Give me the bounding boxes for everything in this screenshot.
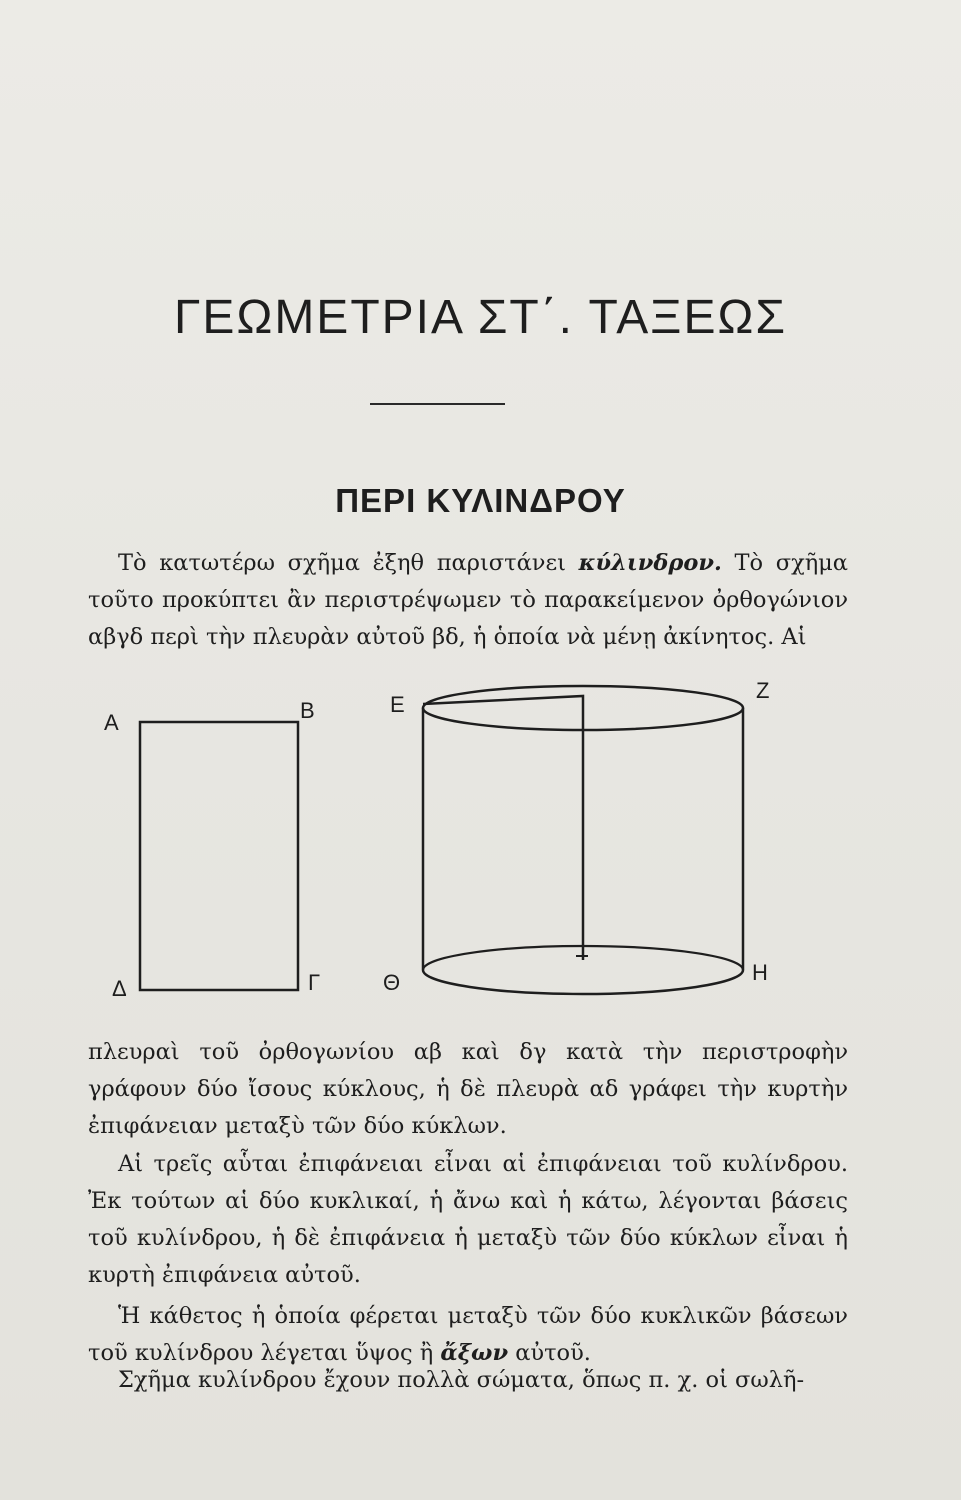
inner-rectangle <box>423 696 583 960</box>
paragraph-axis-before: Ἡ κάθετος ἡ ὁποία φέρεται μεταξὺ τῶν δύο κυκλικῶν βάσεων τοῦ κυλίνδρου λέγεται ὕψος ἢ <box>88 1303 848 1366</box>
label-a: Α <box>104 710 119 735</box>
paragraph-intro-before: Τὸ κατωτέρω σχῆμα ἐξηθ παριστάνει <box>118 550 579 576</box>
label-h: Η <box>752 960 768 985</box>
cylinder-figure <box>0 660 961 1000</box>
cylinder-diagram <box>0 660 961 1000</box>
paragraph-examples: Σχῆμα κυλίνδρου ἔχουν πολλὰ σώματα, ὅπως π. χ. οἱ σωλῆ- <box>118 1367 805 1393</box>
paragraph-axis-after: αὐτοῦ. <box>508 1340 591 1366</box>
label-b: Β <box>300 698 315 723</box>
label-d: Δ <box>112 976 127 1000</box>
label-g: Γ <box>308 970 321 995</box>
paragraph-axis <box>88 1298 848 1372</box>
label-th: Θ <box>383 970 401 995</box>
section-title: ΠΕΡΙ ΚΥΛΙΝΔΡΟΥ <box>335 482 626 519</box>
paragraph-surfaces: Αἱ τρεῖς αὗται ἐπιφάνειαι εἶναι αἱ ἐπιφάνειαι τοῦ κυλίνδρου. Ἐκ τούτων αἱ δύο κυκλικαί, ἡ ἄνω καὶ ἡ κάτω, λέγονται βάσεις τοῦ κυλίνδρου, ἡ δὲ ἐπιφάνεια ἡ μεταξὺ τῶν δύο κύκλων εἶναι ἡ κυρτὴ ἐπιφάνεια αὐτοῦ. <box>88 1151 848 1288</box>
cylinder-bottom-front <box>423 970 743 994</box>
keyword-axis: ἄξων <box>440 1340 509 1366</box>
paragraph-intro-after: Τὸ σχῆμα τοῦτο προκύπτει ἂν περιστρέψωμεν τὸ παρακείμενον ὀρθογώνιον αβγδ περὶ τὴν πλευρὰν αὐτοῦ βδ, ἡ ὁποία νὰ μένῃ ἀκίνητος. Αἱ <box>88 550 849 650</box>
title-divider <box>370 403 505 405</box>
rectangle-abgd <box>140 722 298 990</box>
paragraph-sides: πλευραὶ τοῦ ὀρθογωνίου αβ καὶ δγ κατὰ τὴν περιστροφὴν γράφουν δύο ἴσους κύκλους, ἡ δὲ πλευρὰ αδ γράφει τὴν κυρτὴν ἐπιφάνειαν μεταξὺ τῶν δύο κύκλων. <box>88 1039 848 1139</box>
paragraph-intro <box>88 545 848 656</box>
label-z: Ζ <box>756 678 770 703</box>
page-title: ΓΕΩΜΕΤΡΙΑ ΣΤ΄. ΤΑΞΕΩΣ <box>173 291 788 344</box>
keyword-cylinder: κύλινδρον. <box>578 550 722 576</box>
label-e: Ε <box>390 692 405 717</box>
